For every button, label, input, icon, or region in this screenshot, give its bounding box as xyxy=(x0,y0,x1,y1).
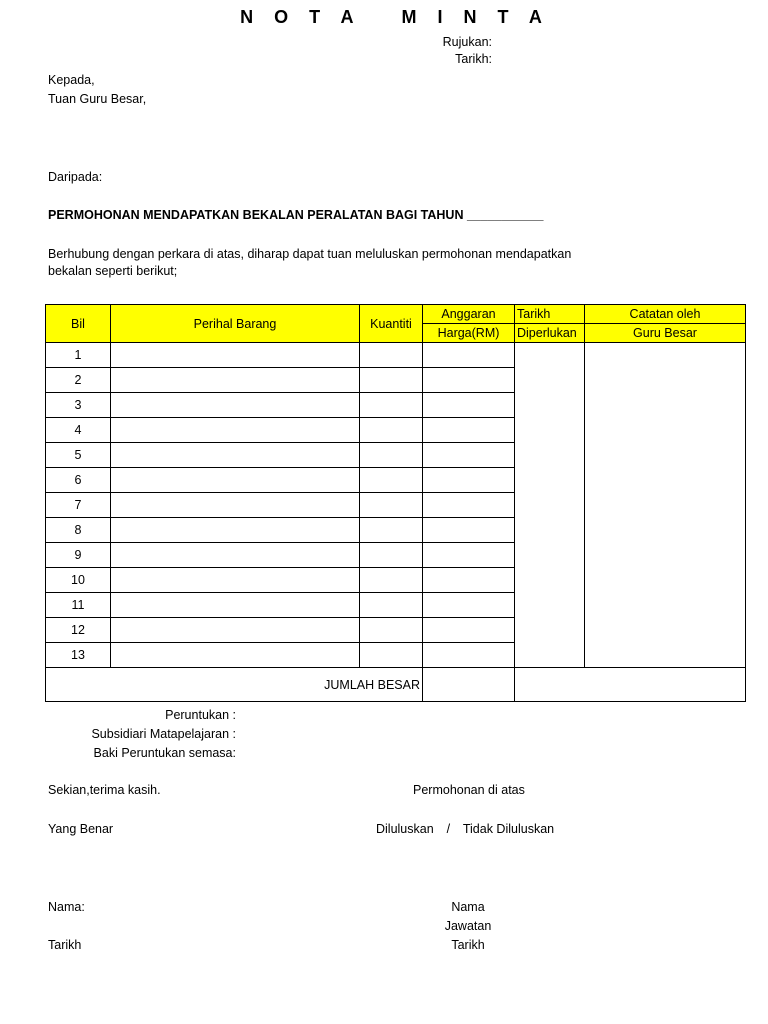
harga-cell[interactable] xyxy=(423,468,515,493)
title-minta: M I N T A xyxy=(401,7,550,27)
diluluskan-option[interactable]: Diluluskan xyxy=(376,822,434,836)
perihal-cell[interactable] xyxy=(111,393,360,418)
harga-cell[interactable] xyxy=(423,593,515,618)
rujukan-label: Rujukan: xyxy=(442,35,492,49)
header-anggaran: Anggaran xyxy=(423,305,515,324)
row-number: 5 xyxy=(46,443,111,468)
kuantiti-cell[interactable] xyxy=(360,518,423,543)
daripada-label: Daripada: xyxy=(48,170,103,184)
perihal-cell[interactable] xyxy=(111,518,360,543)
perihal-cell[interactable] xyxy=(111,443,360,468)
kepada-label: Kepada, xyxy=(48,73,95,87)
kuantiti-cell[interactable] xyxy=(360,618,423,643)
header-diperlukan: Diperlukan xyxy=(515,324,585,343)
row-number: 8 xyxy=(46,518,111,543)
perihal-cell[interactable] xyxy=(111,493,360,518)
harga-cell[interactable] xyxy=(423,518,515,543)
harga-cell[interactable] xyxy=(423,343,515,368)
peruntukan-label: Peruntukan : xyxy=(165,708,236,722)
row-number: 7 xyxy=(46,493,111,518)
kuantiti-cell[interactable] xyxy=(360,443,423,468)
tarikh-label: Tarikh xyxy=(48,938,82,952)
row-number: 3 xyxy=(46,393,111,418)
catatan-guru-besar-cell[interactable] xyxy=(585,343,746,668)
subsidiari-label: Subsidiari Matapelajaran : xyxy=(91,727,236,741)
header-catatan: Catatan oleh xyxy=(585,305,746,324)
perihal-cell[interactable] xyxy=(111,643,360,668)
harga-cell[interactable] xyxy=(423,443,515,468)
header-harga: Harga(RM) xyxy=(423,324,515,343)
kuantiti-cell[interactable] xyxy=(360,593,423,618)
perihal-cell[interactable] xyxy=(111,568,360,593)
document-title xyxy=(0,7,768,28)
perihal-cell[interactable] xyxy=(111,418,360,443)
row-number: 2 xyxy=(46,368,111,393)
kuantiti-cell[interactable] xyxy=(360,343,423,368)
jumlah-besar-value[interactable] xyxy=(423,668,515,702)
tidak-diluluskan-option[interactable]: Tidak Diluluskan xyxy=(462,822,555,836)
recipient-label: Tuan Guru Besar, xyxy=(48,92,147,106)
jumlah-besar-label: JUMLAH BESAR xyxy=(46,668,423,702)
header-kuantiti: Kuantiti xyxy=(360,305,423,343)
kuantiti-cell[interactable] xyxy=(360,543,423,568)
harga-cell[interactable] xyxy=(423,618,515,643)
harga-cell[interactable] xyxy=(423,643,515,668)
harga-cell[interactable] xyxy=(423,543,515,568)
perihal-cell[interactable] xyxy=(111,543,360,568)
baki-peruntukan-label: Baki Peruntukan semasa: xyxy=(93,746,236,760)
approval-heading: Permohonan di atas xyxy=(413,783,525,797)
requisition-table xyxy=(45,304,746,702)
nama-label: Nama: xyxy=(48,900,85,914)
total-remarks-cell[interactable] xyxy=(515,668,746,702)
kuantiti-cell[interactable] xyxy=(360,493,423,518)
tarikh-diperlukan-cell[interactable] xyxy=(515,343,585,668)
row-number: 12 xyxy=(46,618,111,643)
harga-cell[interactable] xyxy=(423,368,515,393)
yang-benar-label: Yang Benar xyxy=(48,822,114,836)
row-number: 1 xyxy=(46,343,111,368)
table-row xyxy=(46,343,746,368)
header-guru-besar: Guru Besar xyxy=(585,324,746,343)
title-nota: N O T A xyxy=(240,7,362,27)
kuantiti-cell[interactable] xyxy=(360,368,423,393)
kuantiti-cell[interactable] xyxy=(360,393,423,418)
harga-cell[interactable] xyxy=(423,568,515,593)
row-number: 13 xyxy=(46,643,111,668)
approver-jawatan-label: Jawatan xyxy=(444,919,492,933)
total-row xyxy=(46,668,746,702)
row-number: 4 xyxy=(46,418,111,443)
subject-heading: PERMOHONAN MENDAPATKAN BEKALAN PERALATAN BAGI TAHUN ___________ xyxy=(48,208,544,222)
tarikh-header-label: Tarikh: xyxy=(455,52,492,66)
perihal-cell[interactable] xyxy=(111,343,360,368)
header-perihal-barang: Perihal Barang xyxy=(111,305,360,343)
body-line-1: Berhubung dengan perkara di atas, diharap dapat tuan meluluskan permohonan mendapatkan xyxy=(48,247,572,261)
harga-cell[interactable] xyxy=(423,493,515,518)
row-number: 11 xyxy=(46,593,111,618)
closing-thanks: Sekian,terima kasih. xyxy=(48,783,161,797)
kuantiti-cell[interactable] xyxy=(360,418,423,443)
row-number: 9 xyxy=(46,543,111,568)
header-tarikh: Tarikh xyxy=(515,305,585,324)
row-number: 10 xyxy=(46,568,111,593)
perihal-cell[interactable] xyxy=(111,593,360,618)
harga-cell[interactable] xyxy=(423,418,515,443)
approver-nama-label: Nama xyxy=(451,900,485,914)
kuantiti-cell[interactable] xyxy=(360,643,423,668)
perihal-cell[interactable] xyxy=(111,368,360,393)
approver-tarikh-label: Tarikh xyxy=(451,938,485,952)
approval-options xyxy=(376,822,554,836)
perihal-cell[interactable] xyxy=(111,468,360,493)
perihal-cell[interactable] xyxy=(111,618,360,643)
body-line-2: bekalan seperti berikut; xyxy=(48,264,178,278)
row-number: 6 xyxy=(46,468,111,493)
kuantiti-cell[interactable] xyxy=(360,568,423,593)
kuantiti-cell[interactable] xyxy=(360,468,423,493)
harga-cell[interactable] xyxy=(423,393,515,418)
header-bil: Bil xyxy=(46,305,111,343)
option-separator: / xyxy=(446,822,451,836)
